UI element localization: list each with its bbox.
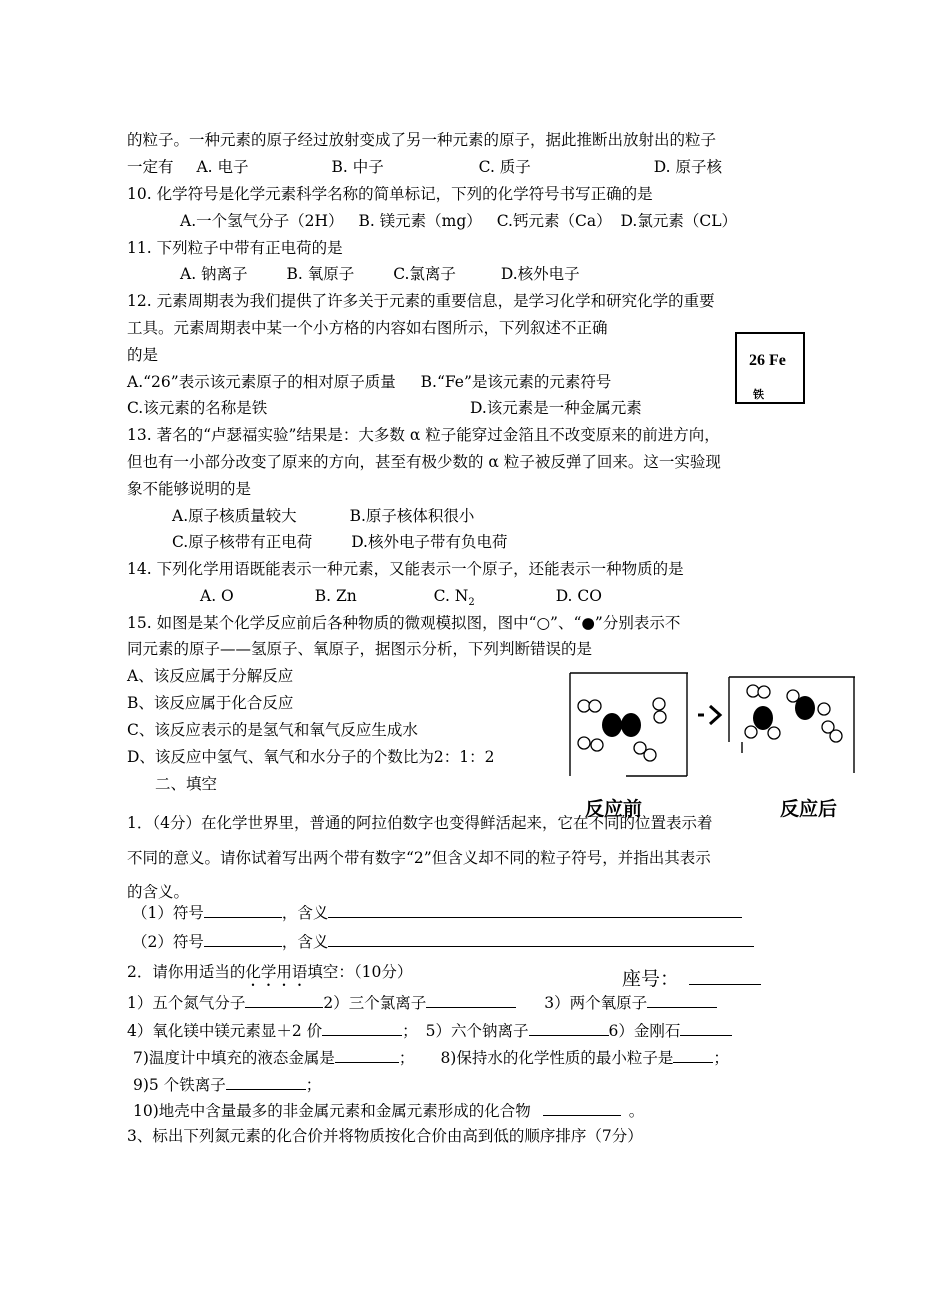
f2-item6-blank[interactable]	[680, 1019, 732, 1036]
q13-line1: 13. 著名的“卢瑟福实验”结果是：大多数 α 粒子能穿过金箔且不改变原来的前进方向，	[127, 426, 720, 444]
q13-line3: 象不能够说明的是	[127, 480, 252, 498]
q12-option-d: D.该元素是一种金属元素	[470, 399, 642, 417]
q14-option-a: A. O	[200, 587, 234, 605]
q12-options-ab	[127, 372, 611, 392]
f2-item9-blank[interactable]	[226, 1073, 306, 1090]
f3-stem: 3、标出下列氮元素的化合价并将物质按化合价由高到低的顺序排序（7分）	[127, 1127, 643, 1145]
f2-item10-label: 10)地壳中含量最多的非金属元素和金属元素形成的化合物	[133, 1102, 531, 1120]
f2-item1-label: 1）五个氮气分子	[127, 994, 246, 1012]
after-reaction-label: 反应后	[780, 799, 838, 820]
f1-row2	[132, 930, 754, 952]
q10-option-a: A.一个氢气分子（2H）	[180, 212, 344, 230]
seat-number-blank[interactable]	[689, 966, 761, 985]
f2-item3-label: 3）两个氧原子	[544, 994, 648, 1012]
q12-option-c: C.该元素的名称是铁	[127, 399, 268, 417]
q9-options	[127, 157, 722, 177]
f2-stem-pre: 2．请你用适当的	[127, 963, 246, 981]
q12-option-a: A.“26”表示该元素原子的相对原子质量	[127, 373, 396, 391]
f2-item10-end: 。	[628, 1102, 645, 1120]
q15-line1: 15. 如图是某个化学反应前后各种物质的微观模拟图，图中“○”、“●”分别表示不	[127, 614, 681, 632]
f1-row1-label: （1）符号	[132, 904, 204, 922]
q14-stem: 14. 下列化学用语既能表示一种元素，又能表示一个原子，还能表示一种物质的是	[127, 560, 684, 578]
element-cell-number-symbol: 26 Fe	[749, 352, 786, 369]
f2-item4-blank[interactable]	[322, 1019, 402, 1036]
f2-item4-label: 4）氧化镁中镁元素显＋2 价	[127, 1022, 323, 1040]
f2-item5-blank[interactable]	[529, 1019, 609, 1036]
f2-row1	[127, 991, 717, 1013]
q14-option-c-subscript: 2	[468, 597, 475, 609]
q11-option-a: A. 钠离子	[180, 265, 248, 283]
q13-option-c: C.原子核带有正电荷	[172, 533, 313, 551]
f2-stem	[127, 962, 412, 990]
q13-option-b: B.原子核体积很小	[349, 507, 475, 525]
q10-option-c: C.钙元素（Ca）	[496, 212, 612, 230]
q12-line3: 的是	[127, 346, 159, 364]
q12-line1: 12. 元素周期表为我们提供了许多关于元素的重要信息，是学习化学和研究化学的重要	[127, 292, 715, 310]
f2-item7-blank[interactable]	[335, 1046, 399, 1063]
q10-stem: 10. 化学符号是化学元素科学名称的简单标记，下列的化学符号书写正确的是	[127, 185, 653, 203]
before-reaction-label: 反应前	[585, 799, 643, 820]
q13-option-d: D.核外电子带有负电荷	[351, 533, 508, 551]
f1-meaning1-blank[interactable]	[328, 901, 742, 918]
f2-item2-label: 2）三个氯离子	[323, 994, 427, 1012]
q13-line2: 但也有一小部分改变了原来的方向，甚至有极少数的 α 粒子被反弹了回来。这一实验现	[127, 453, 721, 471]
q15-line2: 同元素的原子——氢原子、氧原子，据图示分析，下列判断错误的是	[127, 640, 593, 658]
q9-option-b: B. 中子	[331, 158, 384, 176]
q11-options	[180, 264, 580, 284]
f2-item6-label: 6）金刚石	[608, 1022, 681, 1040]
f2-item9-end: ；	[305, 1076, 322, 1094]
q11-option-c: C.氯离子	[393, 265, 456, 283]
q14-option-b: B. Zn	[314, 587, 357, 605]
section-title: 二、填空	[155, 775, 218, 793]
q10-option-b: B. 镁元素（mg）	[358, 212, 482, 230]
f1-meaning2-blank[interactable]	[328, 930, 754, 947]
q12-option-b: B.“Fe”是该元素的元素符号	[420, 373, 612, 391]
f1-symbol1-blank[interactable]	[204, 901, 282, 918]
q13-option-a: A.原子核质量较大	[172, 507, 297, 525]
q15-option-a: A、该反应属于分解反应	[127, 667, 294, 685]
q9-line1: 的粒子。一种元素的原子经过放射变成了另一种元素的原子，据此推断出放射出的粒子	[127, 131, 717, 149]
q11-stem: 11. 下列粒子中带有正电荷的是	[127, 239, 343, 257]
seat-number	[622, 966, 761, 991]
element-cell-name: 铁	[753, 389, 764, 401]
f2-item4-end: ；	[402, 1022, 418, 1040]
q11-option-b: B. 氧原子	[286, 265, 355, 283]
f1-symbol2-blank[interactable]	[204, 930, 282, 947]
f2-row2	[127, 1019, 732, 1041]
q9-option-c: C. 质子	[478, 158, 531, 176]
q15-option-d: D、该反应中氢气、氧气和水分子的个数比为2：1：2	[127, 748, 495, 766]
q14-option-d: D. CO	[555, 587, 602, 605]
q11-option-d: D.核外电子	[500, 265, 580, 283]
f2-row3	[133, 1046, 729, 1068]
q10-option-d: D.氯元素（CL）	[620, 212, 737, 230]
f2-item8-label: 8)保持水的化学性质的最小粒子是	[440, 1049, 674, 1067]
q9-option-d: D. 原子核	[653, 158, 722, 176]
f1-row2-meaning: ，含义	[281, 933, 329, 951]
f1-row1	[132, 901, 742, 923]
f2-item10-blank[interactable]	[543, 1099, 621, 1116]
q12-line2: 工具。元素周期表中某一个小方格的内容如右图所示，下列叙述不正确	[127, 319, 608, 337]
q15-option-c: C、该反应表示的是氢气和氧气反应生成水	[127, 721, 418, 739]
f2-item8-end: ；	[713, 1049, 729, 1067]
f1-row2-label: （2）符号	[132, 933, 204, 951]
f2-stem-post: 填空：（10分）	[307, 963, 413, 981]
q9-option-a: A. 电子	[196, 158, 249, 176]
reaction-diagram	[560, 668, 860, 778]
f2-item8-blank[interactable]	[673, 1046, 713, 1063]
q14-options	[200, 586, 602, 613]
f1-line2: 不同的意义。请你试着写出两个带有数字“2”但含义却不同的粒子符号，并指出其表示	[127, 849, 711, 867]
f1-line1: 1．（4分）在化学世界里，普通的阿拉伯数字也变得鲜活起来，它在不同的位置表示着	[127, 814, 713, 832]
before-oxygen-molecule	[602, 713, 641, 737]
f1-row1-meaning: ，含义	[281, 904, 329, 922]
f2-item1-blank[interactable]	[245, 991, 323, 1008]
q15-option-b: B、该反应属于化合反应	[127, 694, 294, 712]
reaction-arrow	[698, 706, 720, 724]
f2-item5-label: 5）六个钠离子	[425, 1022, 529, 1040]
q14-option-c: C. N	[433, 587, 469, 605]
f2-item2-blank[interactable]	[426, 991, 516, 1008]
q9-stem: 一定有	[127, 158, 174, 176]
q13-options-cd	[172, 532, 508, 552]
f2-row4	[133, 1073, 321, 1095]
after-oxygen-atoms	[753, 696, 815, 730]
f1-line3: 的含义。	[127, 883, 190, 901]
element-cell-box	[735, 332, 805, 404]
f2-item9-label: 9)5 个铁离子	[133, 1076, 226, 1094]
seat-number-label: 座号：	[622, 968, 680, 990]
f2-item3-blank[interactable]	[647, 991, 717, 1008]
f2-row5	[133, 1099, 644, 1121]
f2-item7-label: 7)温度计中填充的液态金属是	[133, 1049, 335, 1067]
q13-options-ab	[172, 506, 474, 526]
f2-stem-emphasis: 化学用语	[245, 963, 308, 981]
q10-options	[180, 211, 737, 231]
f2-item7-end: ；	[398, 1049, 415, 1067]
